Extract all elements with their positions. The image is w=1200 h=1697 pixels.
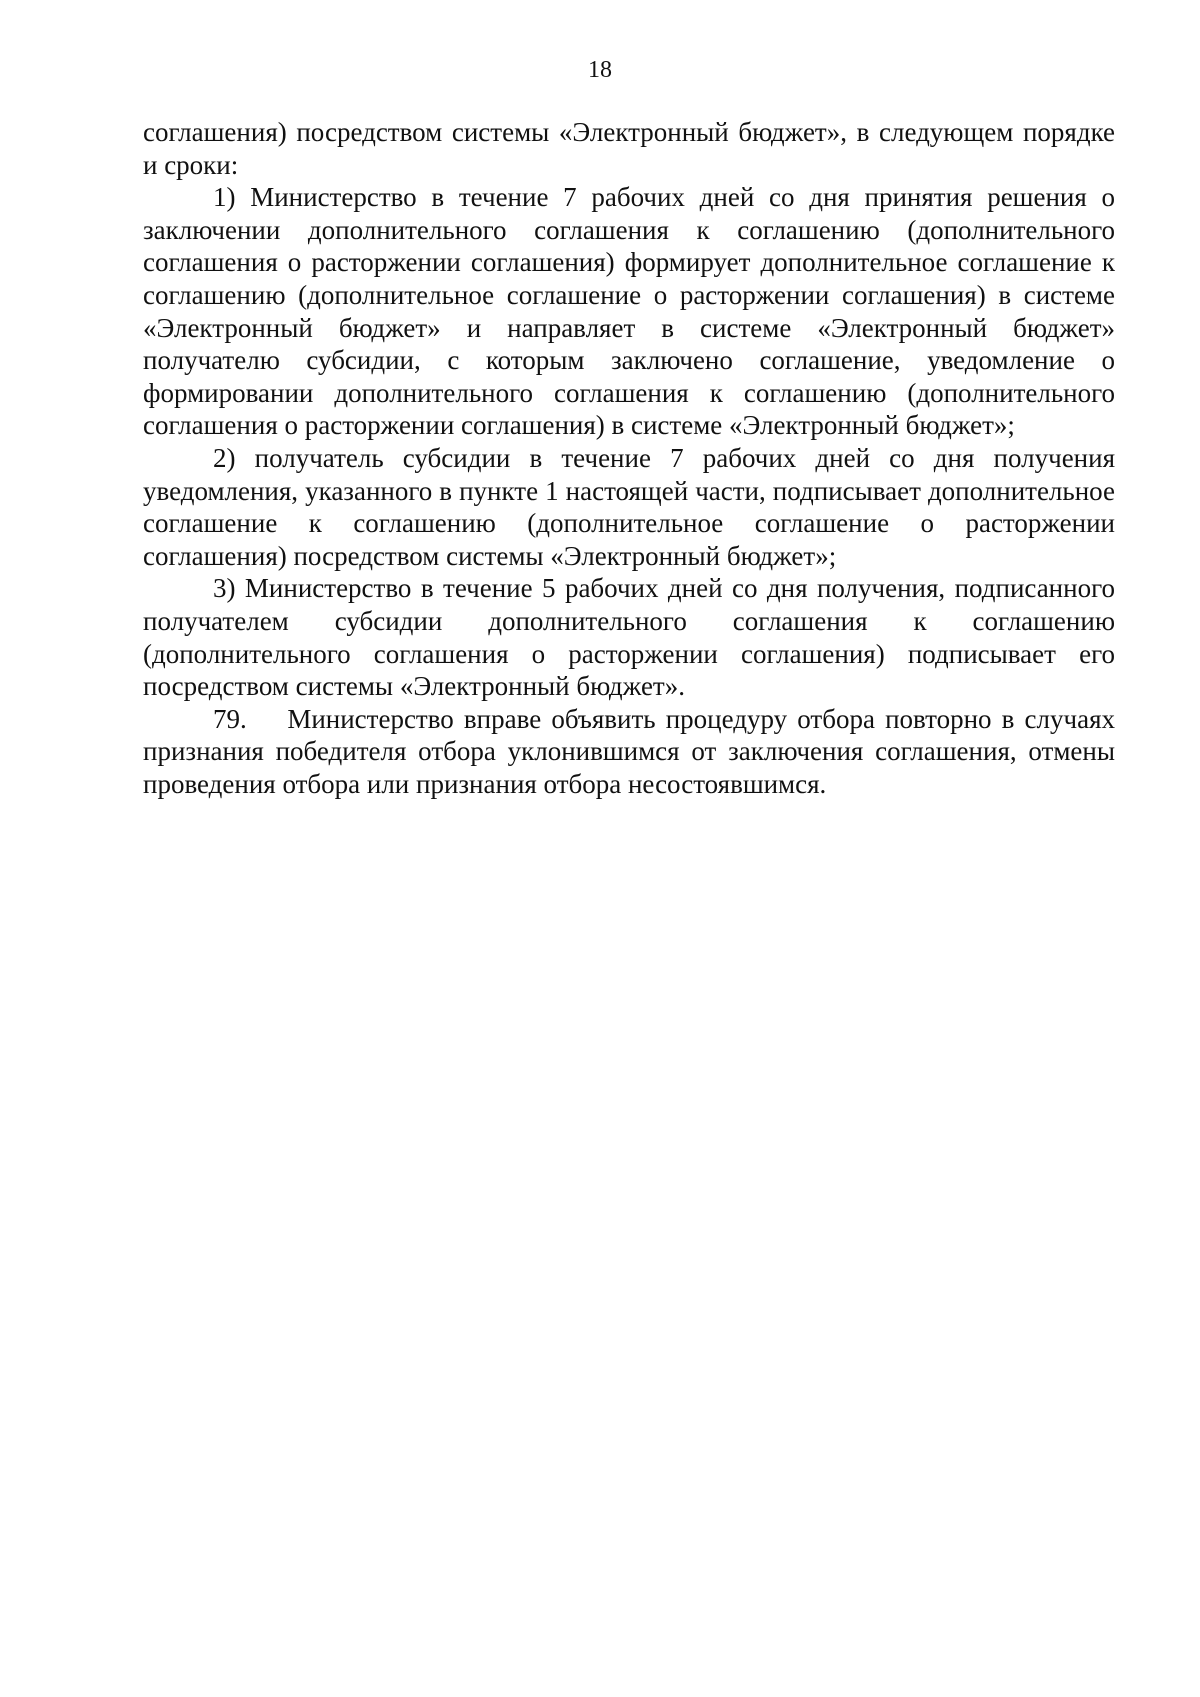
paragraph-clause-79: 79. Министерство вправе объявить процедуру отбора повторно в случаях признания победителя отбора уклонившимся от заключения соглашения, отмены проведения отбора или признания отбора несостоявшимся.	[143, 703, 1122, 799]
document-body	[143, 116, 1122, 800]
paragraph-continuation: соглашения) посредством системы «Электронный бюджет», в следующем порядке и сроки:	[143, 117, 1115, 180]
page-number: 18	[588, 57, 612, 83]
paragraph-item-2: 2) получатель субсидии в течение 7 рабочих дней со дня получения уведомления, указанного в пункте 1 настоящей части, подписывает дополнительное соглашение к соглашению (дополнительное соглашение о расторжении соглашения) посредством системы «Электронный бюджет»;	[143, 442, 1115, 571]
paragraph-item-1: 1) Министерство в течение 7 рабочих дней со дня принятия решения о заключении дополнительного соглашения к соглашению (дополнительного соглашения о расторжении соглашения) формирует дополнительное соглашение к соглашению (дополнительное соглашение о расторжении соглашения) в системе «Электронный бюджет» и направляет в системе «Электронный бюджет» получателю субсидии, с которым заключено соглашение, уведомление о формировании дополнительного соглашения к соглашению (дополнительного соглашения о расторжении соглашения) в системе «Электронный бюджет»;	[143, 182, 1115, 441]
paragraph-item-3: 3) Министерство в течение 5 рабочих дней со дня получения, подписанного получателем субсидии дополнительного соглашения к соглашению (дополнительного соглашения о расторжении соглашения) подписывает его посредством системы «Электронный бюджет».	[143, 573, 1115, 702]
